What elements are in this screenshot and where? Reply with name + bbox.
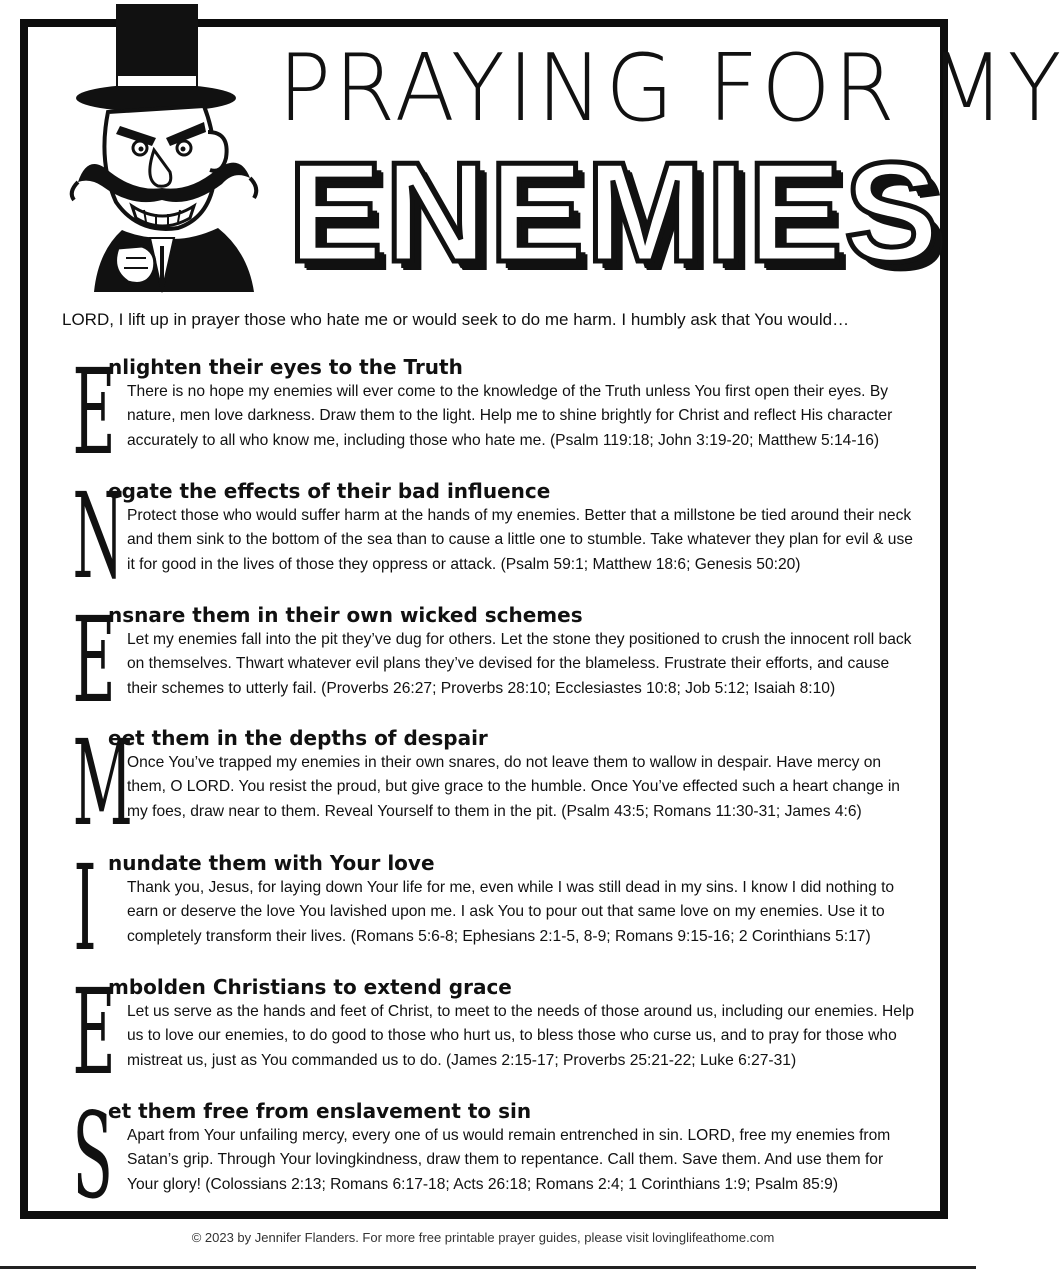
section-heading: et them free from enslavement to sin: [108, 1099, 532, 1123]
initial-letter: E: [72, 343, 116, 481]
copyright-footer: © 2023 by Jennifer Flanders. For more free printable prayer guides, please visit lovinglifeathome.com: [191, 1230, 775, 1245]
section-body: Thank you, Jesus, for laying down Your life for me, even while I was still dead in my sins. I know I did nothing to earn or deserve the love You lavished upon me. I ask You to pour out that same love on my enemies. Use it to completely transform their lives. (Romans 5:6-8; Ephesians 2:1-5, 8-9; Romans 9:15-16; 2 Corinthians 5:17): [127, 879, 895, 945]
section-body: Let my enemies fall into the pit they’ve dug for others. Let the stone they positioned to crush the innocent roll back on themselves. Thwart whatever evil plans they’ve devised for the blameless. Frustrate their efforts, and cause their schemes to utterly fail. (Proverbs 26:27; Proverbs 28:10; Ecclesiastes 10:8; Job 5:12; Isaiah 8:10): [127, 631, 912, 697]
initial-letter: E: [72, 963, 116, 1101]
section-body: There is no hope my enemies will ever come to the knowledge of the Truth unless You first open their eyes. By nature, men love darkness. Draw them to the light. Help me to shine brightly for Christ and reflect His character accurately to all who know me, including those who hate me. (Psalm 119:18; John 3:19-20; Matthew 5:14-16): [127, 383, 893, 449]
initial-letter: I: [73, 839, 97, 977]
section-heading: nlighten their eyes to the Truth: [108, 355, 463, 379]
section-heading: mbolden Christians to extend grace: [108, 975, 512, 999]
section-body: Protect those who would suffer harm at the hands of my enemies. Better that a millstone be tied around their neck and them sink to the bottom of the sea than to cause a little one to stumble. Take whatever they plan for evil & use it for good in the lives of those they oppress or attack. (Psalm 59:1; Matthew 18:6; Genesis 50:20): [127, 507, 913, 573]
section-heading: egate the effects of their bad influence: [108, 479, 551, 503]
section-heading: nsnare them in their own wicked schemes: [108, 603, 583, 627]
section-body: Once You’ve trapped my enemies in their own snares, do not leave them to wallow in despair. Have mercy on them, O LORD. You resist the proud, but give grace to the humble. Once You’ve effected such a heart change in my foes, draw near to them. Reveal Yourself to them in the pit. (Psalm 43:5; Romans 11:30-31; James 4:6): [127, 754, 900, 820]
initial-letter: E: [72, 591, 116, 729]
title-line-2: ENEMIES: [288, 133, 942, 292]
initial-letter: M: [72, 714, 133, 852]
section-heading: nundate them with Your love: [108, 851, 435, 875]
section-heading: eet them in the depths of despair: [108, 726, 488, 750]
villain-illustration: [58, 2, 266, 292]
title-line-1: PRAYING FOR MY: [278, 33, 1064, 142]
section-body: Let us serve as the hands and feet of Christ, to meet to the needs of those around us, including our enemies. Help us to love our enemies, to do good to those who hurt us, to bless those who curse us, and to pray for those who mistreat us, just as You commanded us to do. (James 2:15-17; Proverbs 25:21-22; Luke 6:27-31): [127, 1003, 915, 1069]
initial-letter: S: [72, 1087, 113, 1225]
section-body: Apart from Your unfailing mercy, every one of us would remain entrenched in sin. LORD, free my enemies from Satan’s grip. Through Your lovingkindness, draw them to repentance. Call them. Save them. And use them for Your glory! (Colossians 2:13; Romans 6:17-18; Acts 26:18; Romans 2:4; 1 Corinthians 1:9; Psalm 85:9): [127, 1127, 891, 1193]
initial-letter: N: [72, 467, 125, 605]
intro-text: LORD, I lift up in prayer those who hate me or would seek to do me harm. I humbly ask that You would…: [62, 310, 850, 329]
